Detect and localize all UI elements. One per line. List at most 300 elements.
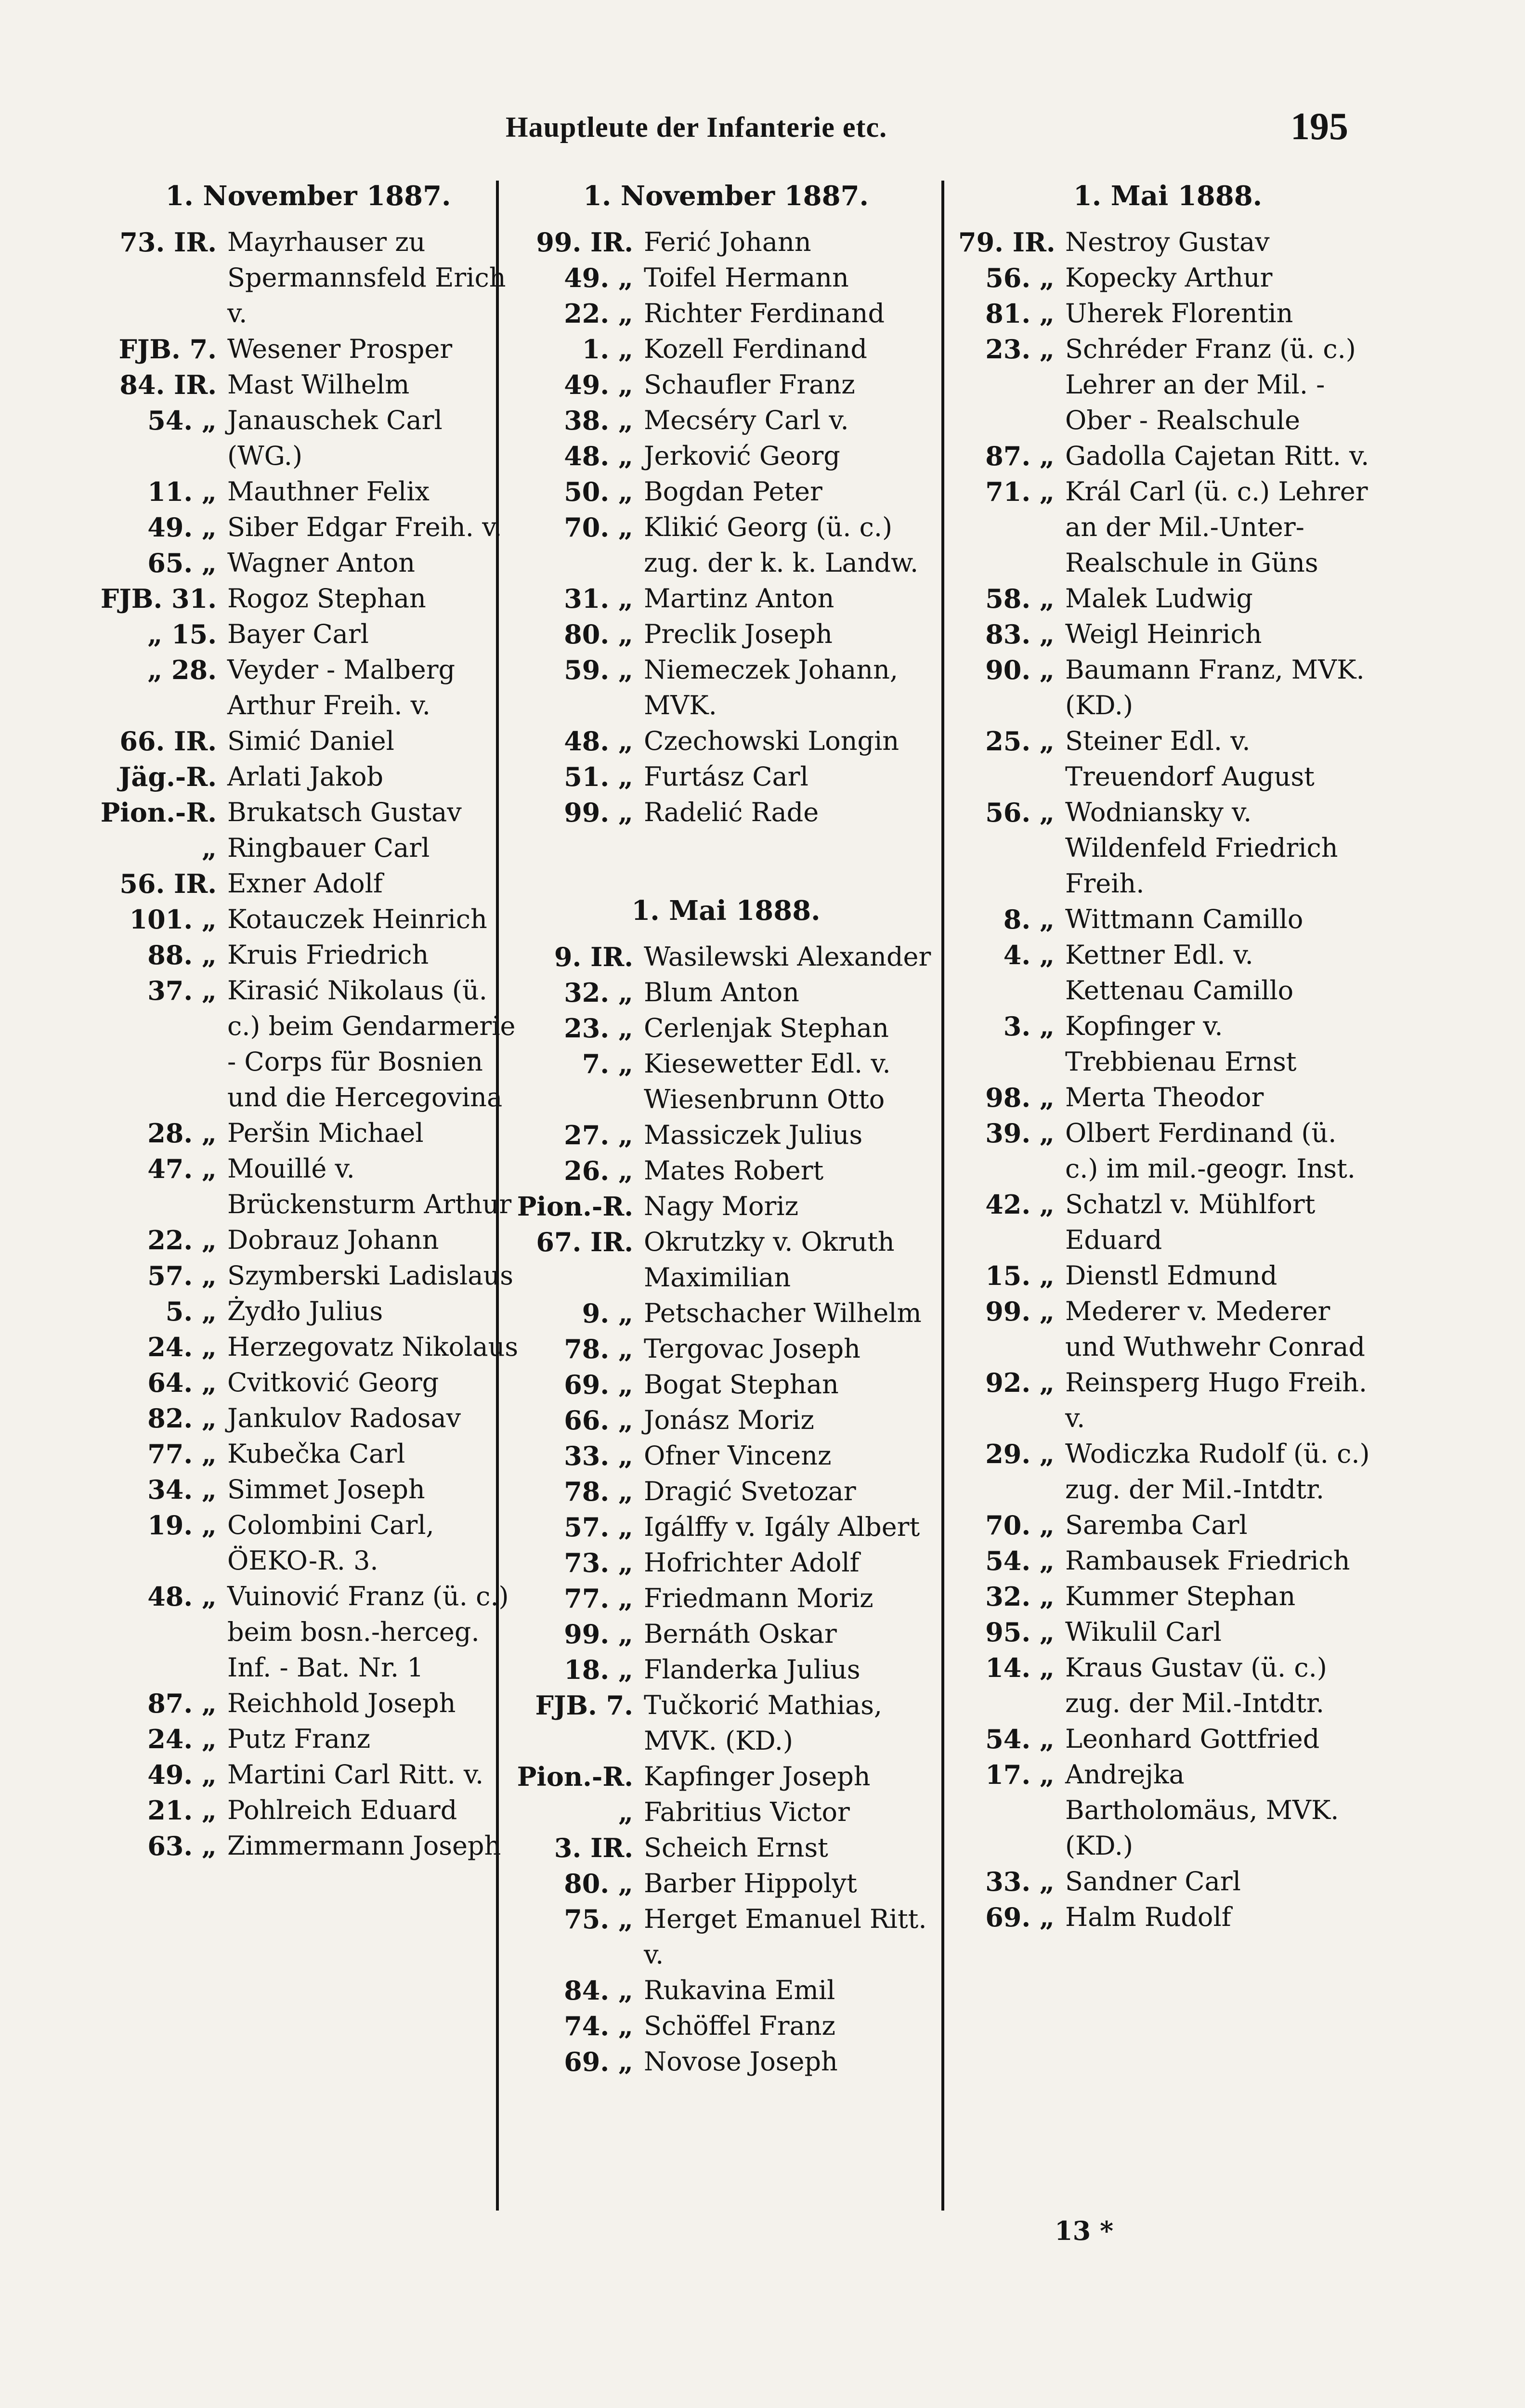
officer-name: Okrutzky v. Okruth Maximilian xyxy=(644,1227,895,1293)
officer-name: Bogdan Peter xyxy=(644,476,822,507)
officer-name: Brukatsch Gustav xyxy=(227,797,462,827)
regiment-number: 38. „ xyxy=(564,405,633,436)
regiment-number: 47. „ xyxy=(147,1153,217,1184)
officer-name: Mates Robert xyxy=(644,1155,824,1186)
officer-name: Hofrichter Adolf xyxy=(644,1547,860,1578)
regiment-number: 49. „ xyxy=(564,369,633,400)
officer-name: Wasilewski Alexander xyxy=(644,942,931,972)
officer-name: Wodiczka Rudolf (ü. c.) zug. der Mil.-Intdtr. xyxy=(1065,1439,1370,1505)
regiment-number: 14. „ xyxy=(985,1652,1055,1683)
officer-name: Baumann Franz, MVK. (KD.) xyxy=(1065,654,1365,720)
regiment-number: 70. „ xyxy=(564,512,633,543)
list-item xyxy=(96,937,520,973)
list-item xyxy=(513,1616,939,1652)
page-number: 195 xyxy=(1290,105,1348,148)
list-item xyxy=(513,224,939,260)
officer-name: Friedmann Moriz xyxy=(644,1583,873,1613)
section-heading: 1. November 1887. xyxy=(165,180,451,212)
regiment-number: 51. „ xyxy=(564,761,633,792)
regiment-number: 77. „ xyxy=(147,1439,217,1469)
officer-name: Herzegovatz Nikolaus xyxy=(227,1332,519,1362)
list-item xyxy=(513,1759,939,1794)
officer-name: Rukavina Emil xyxy=(644,1975,835,2005)
officer-name: Mayrhauser zu Spermannsfeld Erich v. xyxy=(227,227,506,328)
officer-name: Klikić Georg (ü. c.) zug. der k. k. Landw. xyxy=(644,512,919,578)
list-item xyxy=(958,260,1377,296)
regiment-number: 33. „ xyxy=(985,1866,1055,1897)
list-item xyxy=(958,1864,1377,1899)
regiment-number: 54. „ xyxy=(985,1545,1055,1576)
officer-name: Mecséry Carl v. xyxy=(644,405,849,435)
column-rule xyxy=(941,181,944,2211)
list-item xyxy=(96,1721,520,1757)
regiment-number: 22. „ xyxy=(564,298,633,329)
list-item xyxy=(513,1545,939,1581)
list-item xyxy=(96,367,520,403)
regiment-number: 78. „ xyxy=(564,1334,633,1364)
list-item xyxy=(513,1830,939,1866)
regiment-number: 1. „ xyxy=(582,334,633,365)
list-item xyxy=(96,973,520,1115)
list-item xyxy=(513,1901,939,1973)
list-item xyxy=(513,510,939,581)
list-item xyxy=(958,1757,1377,1864)
list-item xyxy=(96,224,520,331)
regiment-number: 101. „ xyxy=(129,904,217,935)
regiment-number: FJB. 7. xyxy=(118,334,217,365)
regiment-number: 90. „ xyxy=(985,654,1055,685)
regiment-number: 73. „ xyxy=(564,1547,633,1578)
regiment-number: 67. IR. xyxy=(536,1227,633,1257)
list-item xyxy=(96,1507,520,1579)
list-item xyxy=(96,1222,520,1258)
list-item xyxy=(958,581,1377,616)
regiment-number: 69. „ xyxy=(985,1902,1055,1933)
officer-name: Furtász Carl xyxy=(644,761,808,792)
regiment-number: 98. „ xyxy=(985,1082,1055,1113)
officer-name: Bogat Stephan xyxy=(644,1369,839,1400)
list-item xyxy=(96,1151,520,1222)
officer-name: Simić Daniel xyxy=(227,726,394,756)
regiment-number: 73. IR. xyxy=(119,227,217,258)
list-item xyxy=(513,939,939,975)
officer-name: Martinz Anton xyxy=(644,583,834,614)
officer-name: Siber Edgar Freih. v. xyxy=(227,512,502,542)
list-item xyxy=(96,1365,520,1400)
section-heading: 1. Mai 1888. xyxy=(631,895,821,927)
section-spacer xyxy=(513,830,939,893)
list-item xyxy=(513,1153,939,1189)
regiment-number: 27. „ xyxy=(564,1120,633,1151)
list-item xyxy=(958,616,1377,652)
list-item xyxy=(96,545,520,581)
officer-name: Mederer v. Mederer und Wuthwehr Conrad xyxy=(1065,1296,1365,1362)
list-item xyxy=(958,902,1377,937)
officer-name: Rambausek Friedrich xyxy=(1065,1545,1350,1576)
list-item xyxy=(513,1652,939,1688)
regiment-number: 32. „ xyxy=(564,977,633,1008)
officer-name: Herget Emanuel Ritt. v. xyxy=(644,1904,927,1970)
list-item xyxy=(96,652,520,723)
officer-name: Sandner Carl xyxy=(1065,1866,1241,1897)
officer-name: Fabritius Victor xyxy=(644,1797,850,1827)
regiment-number: 54. „ xyxy=(147,405,217,436)
officer-name: Dobrauz Johann xyxy=(227,1225,439,1255)
list-item xyxy=(513,723,939,759)
regiment-number: 71. „ xyxy=(985,476,1055,507)
regiment-number: 3. IR. xyxy=(554,1832,633,1863)
regiment-number: 22. „ xyxy=(147,1225,217,1256)
officer-name: Kirasić Nikolaus (ü. c.) beim Gendarmerie - Corps für Bosnien und die Hercegovina xyxy=(227,975,516,1112)
list-item xyxy=(96,403,520,474)
regiment-number: 49. „ xyxy=(147,1759,217,1790)
regiment-number: 54. „ xyxy=(985,1724,1055,1754)
officer-name: Vuinović Franz (ü. c.) beim bosn.-herceg. Inf. - Bat. Nr. 1 xyxy=(227,1581,509,1683)
section-heading: 1. November 1887. xyxy=(583,180,869,212)
regiment-number: „ 15. xyxy=(147,619,217,650)
regiment-number: 87. „ xyxy=(147,1688,217,1719)
regiment-number: 79. IR. xyxy=(958,227,1056,258)
officer-name: Nestroy Gustav xyxy=(1065,227,1270,257)
list-item xyxy=(958,1436,1377,1507)
list-item xyxy=(513,403,939,438)
list-item xyxy=(958,1579,1377,1614)
regiment-number: 65. „ xyxy=(147,548,217,578)
officer-name: Bernáth Oskar xyxy=(644,1619,837,1649)
regiment-number: „ 28. xyxy=(147,654,217,685)
officer-name: Toifel Hermann xyxy=(644,262,849,293)
list-item xyxy=(513,975,939,1010)
regiment-number: Jäg.-R. xyxy=(118,761,217,792)
list-item xyxy=(513,1438,939,1474)
regiment-number: 24. „ xyxy=(147,1332,217,1362)
officer-name: Kummer Stephan xyxy=(1065,1581,1296,1611)
regiment-number: 92. „ xyxy=(985,1367,1055,1398)
officer-name: Steiner Edl. v. Treuendorf August xyxy=(1065,726,1315,792)
list-item xyxy=(958,331,1377,438)
list-item xyxy=(958,1258,1377,1294)
officer-name: Simmet Joseph xyxy=(227,1474,425,1505)
list-item xyxy=(96,581,520,616)
officer-name: Reichhold Joseph xyxy=(227,1688,456,1718)
officer-name: Ringbauer Carl xyxy=(227,833,430,863)
regiment-number: 9. „ xyxy=(582,1298,633,1329)
list-item xyxy=(958,1899,1377,1935)
list-item xyxy=(513,474,939,510)
officer-name: Dienstl Edmund xyxy=(1065,1260,1277,1291)
regiment-number: 99. „ xyxy=(985,1296,1055,1327)
list-item xyxy=(513,260,939,296)
officer-name: Żydło Julius xyxy=(227,1296,383,1326)
list-item xyxy=(513,1331,939,1367)
officer-name: Dragić Svetozar xyxy=(644,1476,856,1506)
regiment-number: 11. „ xyxy=(147,476,217,507)
regiment-number: 32. „ xyxy=(985,1581,1055,1612)
regiment-number: 31. „ xyxy=(564,583,633,614)
officer-name: Wesener Prosper xyxy=(227,334,453,364)
list-item xyxy=(513,1402,939,1438)
officer-name: Wagner Anton xyxy=(227,548,416,578)
officer-name: Barber Hippolyt xyxy=(644,1868,857,1898)
regiment-number: 80. „ xyxy=(564,1868,633,1899)
regiment-number: 75. „ xyxy=(564,1904,633,1935)
officer-name: Kettner Edl. v. Kettenau Camillo xyxy=(1065,940,1294,1006)
regiment-number: 42. „ xyxy=(985,1189,1055,1220)
list-item xyxy=(96,1258,520,1294)
regiment-number: 74. „ xyxy=(564,2011,633,2042)
officer-name: Mouillé v. Brückensturm Arthur xyxy=(227,1153,512,1219)
regiment-number: 5. „ xyxy=(165,1296,217,1327)
regiment-number: 4. „ xyxy=(1003,940,1055,970)
regiment-number: 48. „ xyxy=(564,726,633,757)
list-item xyxy=(513,1367,939,1402)
officer-name: Kotauczek Heinrich xyxy=(227,904,487,934)
officer-name: Petschacher Wilhelm xyxy=(644,1298,922,1328)
officer-name: Reinsperg Hugo Freih. v. xyxy=(1065,1367,1368,1433)
regiment-number: 48. „ xyxy=(564,441,633,471)
list-item xyxy=(958,296,1377,331)
regiment-number: 58. „ xyxy=(985,583,1055,614)
officer-name: Gadolla Cajetan Ritt. v. xyxy=(1065,441,1369,471)
regiment-number: 59. „ xyxy=(564,654,633,685)
officer-name: Jerković Georg xyxy=(644,441,840,471)
officer-name: Szymberski Ladislaus xyxy=(227,1260,513,1291)
officer-name: Ofner Vincenz xyxy=(644,1440,832,1471)
list-item xyxy=(513,1046,939,1117)
regiment-number: 28. „ xyxy=(147,1118,217,1149)
officer-name: Král Carl (ü. c.) Lehrer an der Mil.-Unter-Realschule in Güns xyxy=(1065,476,1368,578)
list-item xyxy=(958,1008,1377,1080)
officer-name: Weigl Heinrich xyxy=(1065,619,1262,649)
regiment-number: 99. „ xyxy=(564,1619,633,1649)
regiment-number: 77. „ xyxy=(564,1583,633,1614)
list-item xyxy=(513,1794,939,1830)
officer-name: Flanderka Julius xyxy=(644,1654,860,1685)
list-item xyxy=(958,438,1377,474)
officer-name: Merta Theodor xyxy=(1065,1082,1264,1112)
officer-name: Pohlreich Eduard xyxy=(227,1795,457,1825)
list-item xyxy=(96,759,520,795)
officer-name: Leonhard Gottfried xyxy=(1065,1724,1320,1754)
regiment-number: 56. „ xyxy=(985,262,1055,293)
officer-name: Wodniansky v. Wildenfeld Friedrich Freih. xyxy=(1065,797,1338,899)
officer-name: Martini Carl Ritt. v. xyxy=(227,1759,484,1790)
officer-name: Kiesewetter Edl. v. Wiesenbrunn Otto xyxy=(644,1048,891,1114)
list-item xyxy=(513,581,939,616)
regiment-number: 69. „ xyxy=(564,2046,633,2077)
officer-name: Jonász Moriz xyxy=(644,1405,814,1435)
column-right xyxy=(958,178,1377,1935)
list-item xyxy=(96,1579,520,1686)
regiment-number: 87. „ xyxy=(985,441,1055,471)
regiment-number: 9. IR. xyxy=(554,942,633,972)
officer-name: Kopfinger v. Trebbienau Ernst xyxy=(1065,1011,1297,1077)
regiment-number: 18. „ xyxy=(564,1654,633,1685)
regiment-number: 26. „ xyxy=(564,1155,633,1186)
regiment-number: 66. „ xyxy=(564,1405,633,1436)
regiment-number: 70. „ xyxy=(985,1510,1055,1541)
regiment-number: 37. „ xyxy=(147,975,217,1006)
list-item xyxy=(96,1686,520,1721)
list-item xyxy=(958,1507,1377,1543)
officer-name: Kruis Friedrich xyxy=(227,940,429,970)
list-item xyxy=(96,1115,520,1151)
regiment-number: 48. „ xyxy=(147,1581,217,1612)
regiment-number: 88. „ xyxy=(147,940,217,970)
list-item xyxy=(96,474,520,510)
officer-name: Colombini Carl, ÖEKO-R. 3. xyxy=(227,1510,434,1576)
regiment-number: 57. „ xyxy=(147,1260,217,1291)
officer-name: Bayer Carl xyxy=(227,619,369,649)
regiment-number: 81. „ xyxy=(985,298,1055,329)
officer-name: Czechowski Longin xyxy=(644,726,899,756)
list-item xyxy=(958,937,1377,1008)
regiment-number: 19. „ xyxy=(147,1510,217,1541)
regiment-number: 15. „ xyxy=(985,1260,1055,1291)
list-item xyxy=(513,1973,939,2008)
officer-name: Kubečka Carl xyxy=(227,1439,405,1469)
officer-name: Wittmann Camillo xyxy=(1065,904,1303,934)
regiment-number: 33. „ xyxy=(564,1440,633,1471)
regiment-number: 82. „ xyxy=(147,1403,217,1434)
signature-mark: 13 * xyxy=(1055,2215,1114,2246)
officer-name: Putz Franz xyxy=(227,1724,371,1754)
list-item xyxy=(513,1581,939,1616)
list-item xyxy=(958,1294,1377,1365)
regiment-number: 17. „ xyxy=(985,1759,1055,1790)
list-item xyxy=(958,1365,1377,1436)
officer-name: Schaufler Franz xyxy=(644,369,855,400)
officer-name: Ferić Johann xyxy=(644,227,811,257)
list-item xyxy=(96,1828,520,1864)
list-item xyxy=(513,1509,939,1545)
list-item xyxy=(958,723,1377,795)
regiment-number: 34. „ xyxy=(147,1474,217,1505)
list-item xyxy=(96,1757,520,1793)
list-item xyxy=(96,830,520,866)
list-item xyxy=(96,1472,520,1507)
regiment-number: 56. „ xyxy=(985,797,1055,828)
regiment-number: 21. „ xyxy=(147,1795,217,1826)
list-item xyxy=(96,1436,520,1472)
list-item xyxy=(958,652,1377,723)
regiment-number: „ xyxy=(201,833,217,864)
list-item xyxy=(958,1721,1377,1757)
regiment-number: 99. IR. xyxy=(536,227,633,258)
list-item xyxy=(96,723,520,759)
list-item xyxy=(513,759,939,795)
running-header: Hauptleute der Infanterie etc. xyxy=(506,111,887,143)
list-item xyxy=(513,331,939,367)
regiment-number: 95. „ xyxy=(985,1617,1055,1648)
list-item xyxy=(958,1614,1377,1650)
list-item xyxy=(96,902,520,937)
list-item xyxy=(958,1115,1377,1187)
regiment-number: 69. „ xyxy=(564,1369,633,1400)
list-item xyxy=(958,474,1377,581)
list-item xyxy=(958,1187,1377,1258)
officer-name: Arlati Jakob xyxy=(227,761,384,792)
list-item xyxy=(96,866,520,902)
regiment-number: 49. „ xyxy=(147,512,217,543)
officer-name: Jankulov Radosav xyxy=(227,1403,461,1433)
officer-name: Saremba Carl xyxy=(1065,1510,1248,1540)
regiment-number: 78. „ xyxy=(564,1476,633,1507)
officer-name: Rogoz Stephan xyxy=(227,583,426,614)
regiment-number: 80. „ xyxy=(564,619,633,650)
regiment-number: 25. „ xyxy=(985,726,1055,757)
list-item xyxy=(958,795,1377,902)
officer-name: Tučkorić Mathias, MVK. (KD.) xyxy=(644,1690,883,1756)
column-left xyxy=(96,178,520,1864)
regiment-number: Pion.-R. xyxy=(517,1191,633,1222)
officer-name: Schöffel Franz xyxy=(644,2011,835,2041)
regiment-number: 24. „ xyxy=(147,1724,217,1754)
officer-name: Mast Wilhelm xyxy=(227,369,410,400)
officer-name: Kozell Ferdinand xyxy=(644,334,867,364)
list-item xyxy=(513,438,939,474)
list-item xyxy=(958,1080,1377,1115)
section-heading: 1. Mai 1888. xyxy=(1073,180,1263,212)
officer-name: Massiczek Julius xyxy=(644,1120,863,1150)
regiment-number: 8. „ xyxy=(1003,904,1055,935)
list-item xyxy=(96,1329,520,1365)
regiment-number: 56. IR. xyxy=(119,868,217,899)
regiment-number: 49. „ xyxy=(564,262,633,293)
officer-name: Schatzl v. Mühlfort Eduard xyxy=(1065,1189,1316,1255)
column-middle xyxy=(513,178,939,2080)
officer-name: Schréder Franz (ü. c.) Lehrer an der Mil. - Ober - Realschule xyxy=(1065,334,1356,435)
officer-name: Veyder - Malberg Arthur Freih. v. xyxy=(227,654,456,720)
regiment-number: FJB. 31. xyxy=(100,583,217,614)
regiment-number: 83. „ xyxy=(985,619,1055,650)
list-item xyxy=(513,652,939,723)
regiment-number: 3. „ xyxy=(1003,1011,1055,1042)
list-item xyxy=(513,1866,939,1901)
list-item xyxy=(513,1189,939,1224)
list-item xyxy=(96,616,520,652)
list-item xyxy=(958,1543,1377,1579)
list-item xyxy=(513,296,939,331)
regiment-number: 84. IR. xyxy=(119,369,217,400)
list-item xyxy=(513,1117,939,1153)
regiment-number: Pion.-R. xyxy=(100,797,217,828)
officer-name: Nagy Moriz xyxy=(644,1191,799,1221)
list-item xyxy=(96,510,520,545)
list-item xyxy=(96,1793,520,1828)
regiment-number: 7. „ xyxy=(582,1048,633,1079)
officer-name: Blum Anton xyxy=(644,977,799,1008)
list-item xyxy=(513,795,939,830)
list-item xyxy=(513,1688,939,1759)
officer-name: Malek Ludwig xyxy=(1065,583,1253,614)
officer-name: Scheich Ernst xyxy=(644,1832,828,1863)
list-item xyxy=(513,1224,939,1296)
officer-name: Niemeczek Johann, MVK. xyxy=(644,654,899,720)
list-item xyxy=(513,1474,939,1509)
officer-name: Novose Joseph xyxy=(644,2046,838,2077)
list-item xyxy=(96,331,520,367)
list-item xyxy=(513,2044,939,2080)
officer-name: Radelić Rade xyxy=(644,797,819,827)
list-item xyxy=(513,367,939,403)
officer-name: Kapfinger Joseph xyxy=(644,1761,871,1792)
regiment-number: „ xyxy=(618,1797,633,1828)
regiment-number: 50. „ xyxy=(564,476,633,507)
regiment-number: Pion.-R. xyxy=(517,1761,633,1792)
officer-name: Kraus Gustav (ü. c.) zug. der Mil.-Intdtr. xyxy=(1065,1652,1327,1718)
regiment-number: 23. „ xyxy=(985,334,1055,365)
